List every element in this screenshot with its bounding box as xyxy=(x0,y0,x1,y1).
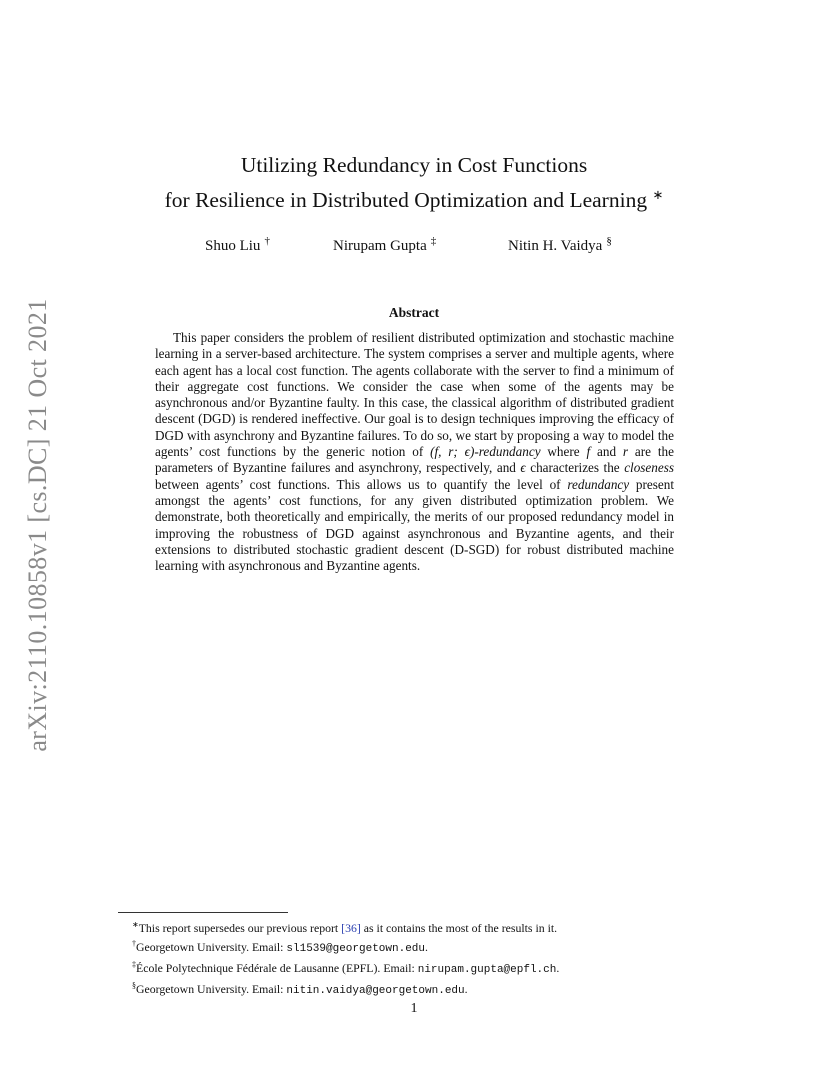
footnote-2-end: . xyxy=(425,939,428,954)
title-footnote-mark: ∗ xyxy=(652,187,664,202)
footnote-2-text: Georgetown University. Email: xyxy=(136,939,287,954)
footnote-2 xyxy=(132,936,692,957)
footnote-4-end: . xyxy=(464,981,468,996)
author-2-mark: ‡ xyxy=(430,235,437,247)
author-2 xyxy=(333,235,436,255)
abstract-text-1: This paper considers the problem of resilient distributed optimization and stochastic machine learning in a server-based architecture. The system comprises a server and multiple agents, where each agent has a local cost function. The agents collaborate with the server to find a minimum of their aggregate cost functions. We consider the case when some of the agents may be asynchronous and/or Byzantine faulty. In this case, the classical algorithm of distributed gradient descent (DGD) is rendered ineffective. Our goal is to design techniques improving the efficacy of DGD with asynchrony and Byzantine failures. To do so, we start by proposing a way to model the agents’ cost functions by the generic notion of xyxy=(155,330,674,460)
closeness-term: closeness xyxy=(624,460,674,476)
abstract-body xyxy=(155,330,674,574)
author-3-mark: § xyxy=(606,235,612,247)
author-1-mark: † xyxy=(264,235,270,247)
abstract-text-6: between agents’ cost functions. This allows us to quantify the level of xyxy=(155,476,568,492)
footnote-1 xyxy=(132,917,692,936)
var-r: r xyxy=(622,444,629,460)
footnote-rule xyxy=(118,912,288,913)
abstract-heading: Abstract xyxy=(388,305,440,320)
abstract-text-4: are the parameters of Byzantine failures and asynchrony, respectively, and xyxy=(155,444,674,476)
footnote-3-mark: ‡ xyxy=(132,959,136,969)
abstract-text-7: present amongst the agents’ cost functions, for any given distributed optimization problem. We demonstrate, both theoretically and empirically, the merits of our proposed redundancy model in improving the robustness of DGD against asynchronous and Byzantine agents, and their extensions to distributed stochastic gradient descent (D-SGD) for robust distributed machine learning with asynchronous and Byzantine agents. xyxy=(155,476,674,574)
abstract-text-3: and xyxy=(590,444,623,460)
var-epsilon: ϵ xyxy=(520,460,526,476)
abstract-text-5: characterizes the xyxy=(525,460,625,476)
title-line-1: Utilizing Redundancy in Cost Functions xyxy=(240,153,588,177)
author-list xyxy=(0,235,828,259)
redundancy-word: redundancy xyxy=(567,476,630,492)
email-nitin-vaidya: nitin.vaidya@georgetown.edu xyxy=(286,984,465,997)
footnote-3 xyxy=(132,957,692,978)
footnote-1-text-end: as it contains the most of the results in it. xyxy=(360,920,558,935)
footnote-1-text: This report supersedes our previous report xyxy=(138,920,342,935)
author-1-name: Shuo Liu xyxy=(205,238,261,254)
paper-title xyxy=(110,150,718,215)
footnote-1-mark: ∗ xyxy=(132,920,139,929)
abstract-text-2: where xyxy=(540,444,587,460)
arxiv-identifier: arXiv:2110.10858v1 [cs.DC] 21 Oct 2021 xyxy=(23,298,52,752)
title-line-2-text: for Resilience in Distributed Optimization and Learning xyxy=(164,188,648,213)
var-f: f xyxy=(586,444,591,460)
page-number: 1 xyxy=(410,1001,418,1016)
footnote-4-text: Georgetown University. Email: xyxy=(136,981,287,996)
abstract-paragraph xyxy=(155,330,674,574)
redundancy-notation: (f, r; ϵ) xyxy=(430,444,475,460)
footnote-3-text: École Polytechnique Fédérale de Lausanne (EPFL). Email: xyxy=(136,960,418,975)
footnote-3-end: . xyxy=(556,960,560,975)
footnote-2-mark: † xyxy=(132,938,136,948)
footnotes xyxy=(132,917,692,999)
title-line-2 xyxy=(110,180,718,215)
citation-link[interactable]: [36] xyxy=(341,920,361,935)
redundancy-term: -redundancy xyxy=(474,444,541,460)
author-3 xyxy=(508,235,612,255)
author-3-name: Nitin H. Vaidya xyxy=(508,238,603,254)
arxiv-sidebar xyxy=(18,290,58,760)
author-2-name: Nirupam Gupta xyxy=(333,238,427,254)
email-shuo-liu: sl1539@georgetown.edu xyxy=(286,942,426,955)
footnote-4 xyxy=(132,978,692,999)
footnote-4-mark: § xyxy=(132,980,136,990)
author-1 xyxy=(205,235,270,255)
email-nirupam-gupta: nirupam.gupta@epfl.ch xyxy=(417,963,557,976)
